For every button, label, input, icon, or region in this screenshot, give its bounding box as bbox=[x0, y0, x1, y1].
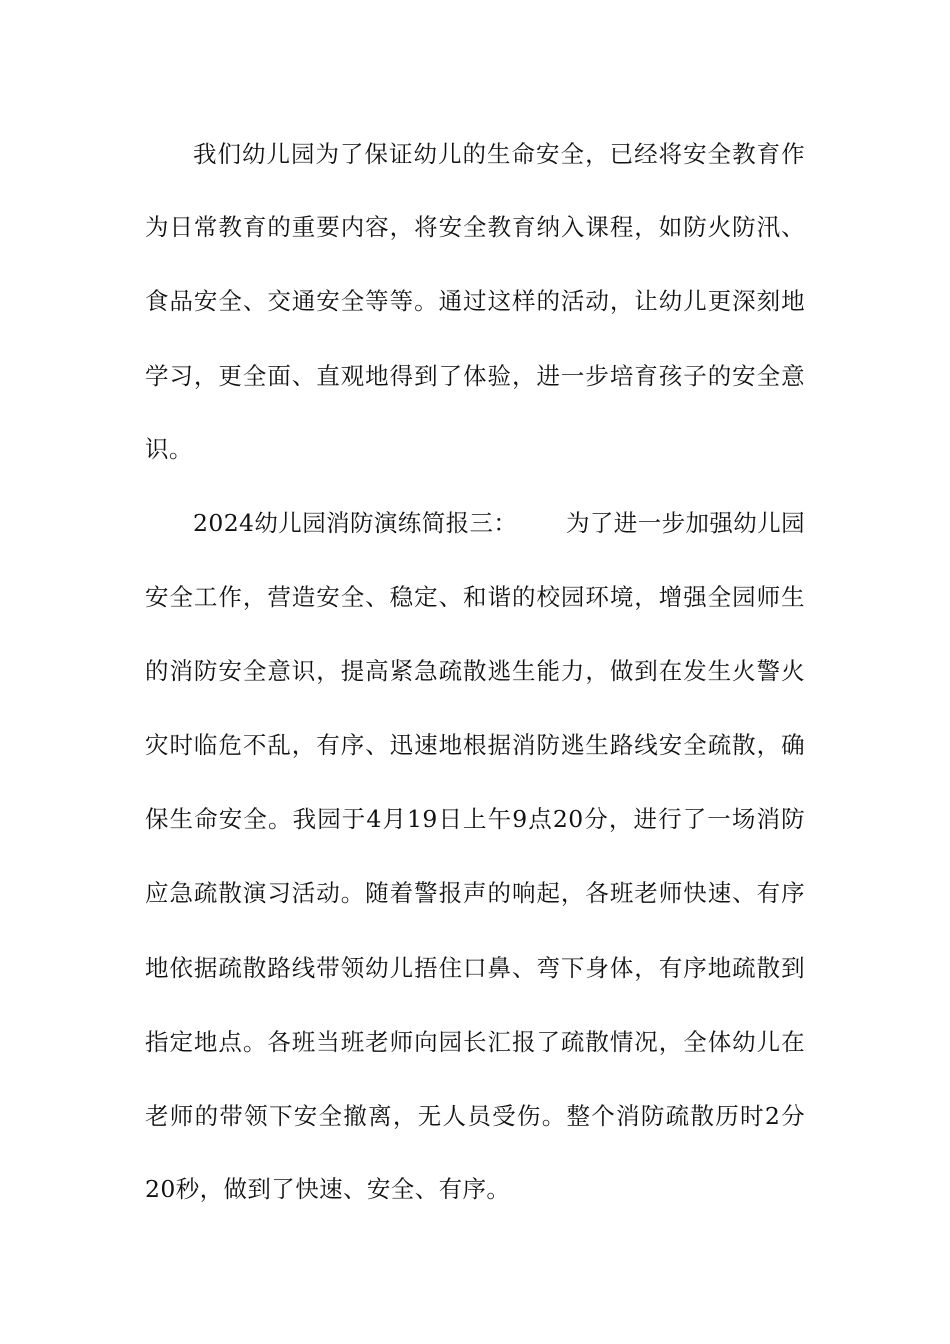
paragraph-2-line-4: 灾时临危不乱，有序、迅速地根据消防逃生路线安全疏散，确 bbox=[145, 731, 805, 759]
paragraph-2-line-5: 保生命安全。我园于4月19日上午9点20分，进行了一场消防 bbox=[145, 805, 805, 833]
paragraph-2-line-7: 地依据疏散路线带领幼儿捂住口鼻、弯下身体，有序地疏散到 bbox=[145, 954, 805, 982]
paragraph-1-line-1: 我们幼儿园为了保证幼儿的生命安全，已经将安全教育作 bbox=[193, 140, 805, 168]
report-heading: 2024幼儿园消防演练简报三： bbox=[193, 509, 518, 537]
paragraph-1-line-4: 学习，更全面、直观地得到了体验，进一步培育孩子的安全意 bbox=[145, 362, 805, 390]
paragraph-2-line-2: 安全工作，营造安全、稳定、和谐的校园环境，增强全园师生 bbox=[145, 583, 805, 611]
paragraph-2-line-1 bbox=[193, 503, 805, 543]
paragraph-1-line-2: 为日常教育的重要内容，将安全教育纳入课程，如防火防汛、 bbox=[145, 213, 805, 241]
paragraph-2-line-3: 的消防安全意识，提高紧急疏散逃生能力，做到在发生火警火 bbox=[145, 657, 805, 685]
paragraph-2-line-1-rest: 为了进一步加强幼儿园 bbox=[566, 509, 805, 537]
paragraph-2-line-9: 老师的带领下安全撤离，无人员受伤。整个消防疏散历时2分 bbox=[145, 1102, 805, 1130]
paragraph-2-line-6: 应急疏散演习活动。随着警报声的响起，各班老师快速、有序 bbox=[145, 879, 805, 907]
paragraph-2-line-10: 20秒，做到了快速、安全、有序。 bbox=[145, 1175, 511, 1203]
paragraph-2-line-8: 指定地点。各班当班老师向园长汇报了疏散情况，全体幼儿在 bbox=[145, 1028, 805, 1056]
paragraph-1-line-3: 食品安全、交通安全等等。通过这样的活动，让幼儿更深刻地 bbox=[145, 287, 805, 315]
paragraph-1-line-5: 识。 bbox=[145, 435, 193, 463]
